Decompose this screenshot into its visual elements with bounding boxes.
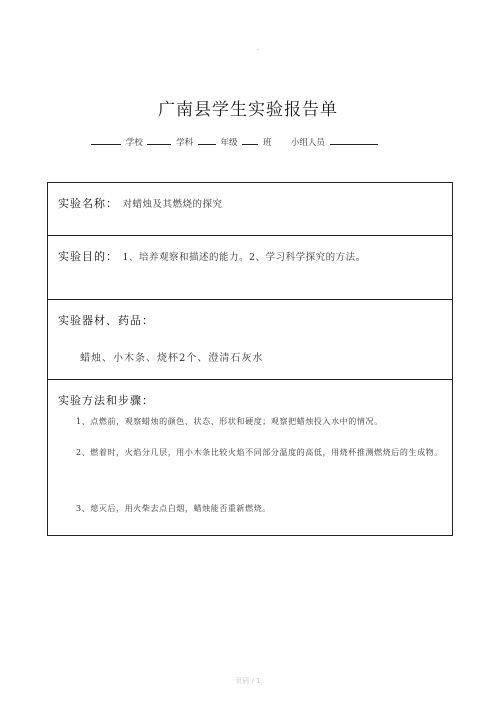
- grade-blank[interactable]: [198, 135, 216, 145]
- group-members-blank[interactable]: [330, 135, 378, 145]
- class-label: 班: [262, 138, 272, 148]
- experiment-name-label: 实验名称：: [58, 197, 118, 210]
- method-step: 1、点燃前，观察蜡烛的颜色、状态、形状和硬度；观察把蜡烛投入水中的情况。: [76, 417, 383, 426]
- page-title: 广南县学生实验报告单: [158, 100, 338, 120]
- method-step: 2、燃着时，火焰分几层，用小木条比较火焰不同部分温度的高低，用烧杯推测燃烧后的生成物。: [76, 448, 443, 457]
- group-label: 小组人员: [290, 138, 325, 148]
- method-row: [48, 380, 452, 535]
- experiment-purpose-label: 实验目的：: [58, 250, 118, 263]
- grade-label: 年级: [220, 138, 238, 148]
- footer-watermark: 页码 / 1: [235, 677, 261, 685]
- experiment-purpose-field: [58, 248, 366, 264]
- method-step: 3、熄灭后，用火柴去点白烟，蜡烛能否重新燃烧。: [76, 504, 271, 513]
- subject-blank[interactable]: [147, 135, 171, 145]
- header-dot: ·: [257, 46, 260, 54]
- equipment-list: 蜡烛、小木条、烧杯2个、澄清石灰水: [80, 353, 264, 364]
- school-label: 学校: [125, 138, 143, 148]
- equipment-label: 实验器材、药品：: [58, 314, 154, 327]
- report-table: [47, 182, 453, 536]
- experiment-name-field: [58, 195, 223, 211]
- experiment-name-row: [48, 183, 452, 236]
- experiment-purpose-value: 1、培养观察和描述的能力。2、学习科学探究的方法。: [122, 252, 366, 263]
- experiment-name-value: 对蜡烛及其燃烧的探究: [122, 199, 223, 210]
- equipment-row: [48, 300, 452, 380]
- info-line: [90, 135, 410, 148]
- class-blank[interactable]: [242, 135, 258, 145]
- experiment-purpose-row: [48, 236, 452, 300]
- subject-label: 学科: [176, 138, 194, 148]
- school-name-blank[interactable]: [91, 135, 121, 145]
- method-label: 实验方法和步骤：: [58, 394, 154, 407]
